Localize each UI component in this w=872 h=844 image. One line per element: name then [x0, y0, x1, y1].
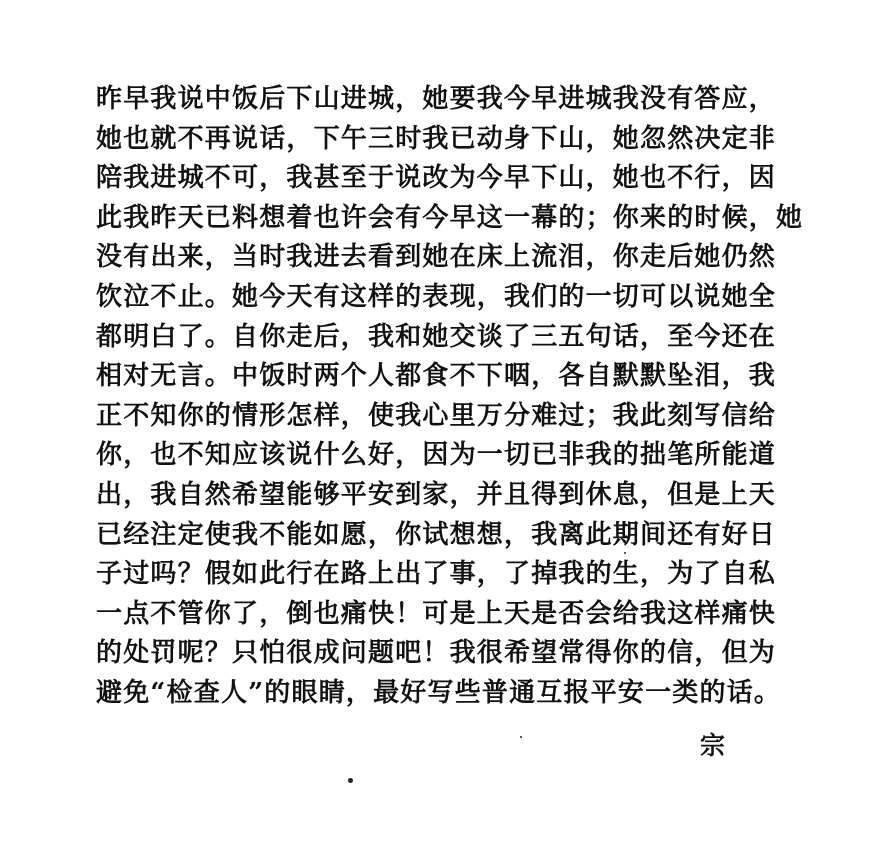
scan-speck: [348, 778, 353, 783]
letter-line: 相对无言。中饭时两个人都食不下咽，各自默默坠泪，我: [96, 361, 777, 392]
letter-line: 昨早我说中饭后下山进城，她要我今早进城我没有答应，: [96, 84, 777, 114]
signature: 宗: [700, 731, 726, 760]
letter-line: 你，也不知应该说什么好，因为一切已非我的拙笔所能道: [96, 440, 777, 471]
letter-line: 饮泣不止。她今天有这样的表现，我们的一切可以说她全: [96, 281, 777, 312]
letter-line: 她也就不再说话，下午三时我已动身下山，她忽然决定非: [96, 123, 777, 154]
letter-line: 都明白了。自你走后，我和她交谈了三五句话，至今还在: [96, 321, 777, 352]
letter-line: 正不知你的情形怎样，使我心里万分难过；我此刻写信给: [96, 400, 777, 431]
letter-body: [96, 80, 804, 714]
letter-line: 出，我自然希望能够平安到家，并且得到休息，但是上天: [96, 479, 777, 510]
letter-line: 没有出来，当时我进去看到她在床上流泪，你走后她仍然: [96, 242, 777, 273]
scan-speck: [520, 736, 522, 738]
letter-line: 的处罚呢？只怕很成问题吧！我很希望常得你的信，但为: [96, 638, 777, 669]
letter-line: 已经注定使我不能如愿，你试想想，我离此期间还有好日: [96, 519, 777, 550]
scan-speck: [624, 552, 626, 554]
letter-line: 一点不管你了，倒也痛快！可是上天是否会给我这样痛快: [96, 598, 777, 629]
letter-line: 此我昨天已料想着也许会有今早这一幕的；你来的时候，她: [96, 202, 804, 233]
letter-line: 子过吗？假如此行在路上出了事，了掉我的生，为了自私: [96, 559, 777, 590]
letter-line: 陪我进城不可，我甚至于说改为今早下山，她也不行，因: [96, 163, 777, 194]
letter-line: 避免“检查人”的眼睛，最好写些普通互报平安一类的话。: [96, 677, 782, 708]
